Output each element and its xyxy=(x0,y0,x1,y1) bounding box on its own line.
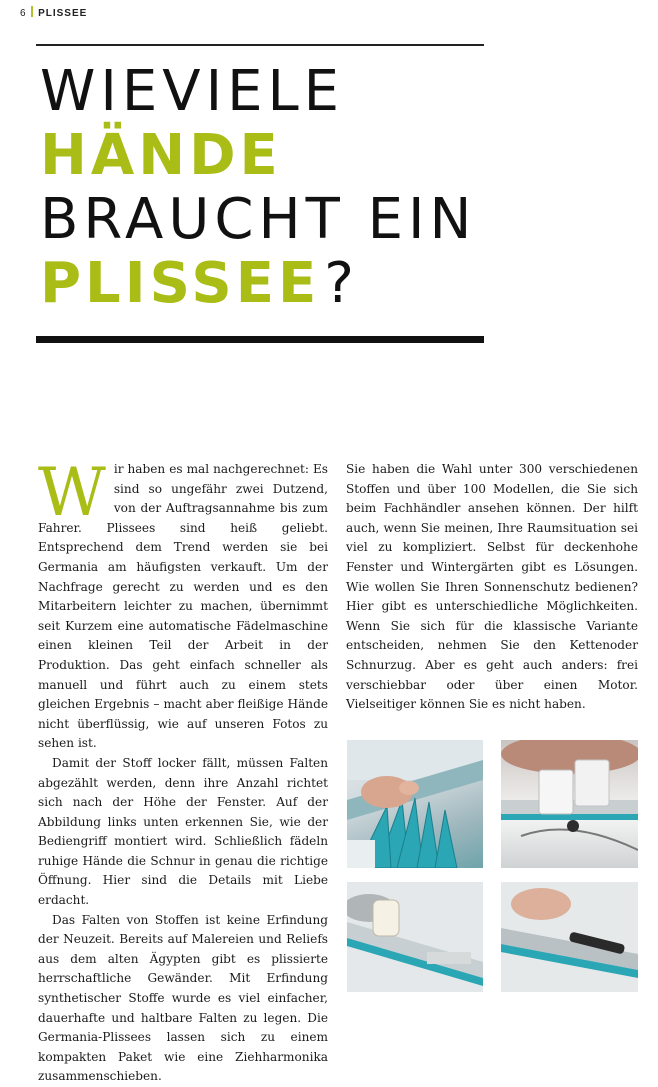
headline-word-plissee: PLISSEE xyxy=(40,251,321,316)
headline-bottom-rule xyxy=(36,336,484,343)
page-number: 6 xyxy=(20,8,27,19)
drop-cap: W xyxy=(38,454,106,531)
folio-divider xyxy=(31,6,33,17)
photo-cord-threading xyxy=(501,882,638,992)
section-label: PLISSEE xyxy=(38,8,88,19)
article-column-left xyxy=(38,454,328,1087)
article-paragraph: Damit der Stoff locker fällt, müssen Falten abgezählt werden, denn ihre Anzahl richtet sich nach der Höhe der Fenster. Auf der Abbildung links unten erkennen Sie, wie der Bediengriff montiert wird. Schließlich fädeln ruhige Hände die Schnur in genau die richtige Öffnung. Hier sind die Details mit Liebe erdacht. xyxy=(38,755,328,908)
article-paragraph: Das Falten von Stoffen ist keine Erfindung der Neuzeit. Bereits auf Malereien und Reliefs aus dem alten Ägypten gibt es plissierte herrschaftliche Gewänder. Mit Erfindung synthetischer Stoffe wurde es viel einfacher, dauerhafte und haltbare Falten zu legen. Die Germania-Plissees lassen sich zu einem kompakten Paket wie eine Ziehharmonika zusammenschieben. xyxy=(38,912,328,1084)
article-paragraph xyxy=(38,454,328,754)
photo-handle-mount xyxy=(501,740,638,868)
article-paragraph: Sie haben die Wahl unter 300 verschiedenen Stoffen und über 100 Modellen, die Sie sich beim Fachhändler ansehen können. Der hilft auch, wenn Sie meinen, Ihre Raumsituation sei viel zu kompliziert. Selbst für deckenhohe Fenster und Wintergärten gibt es Lösungen. Wie wollen Sie Ihren Sonnenschutz bedienen? Hier gibt es unterschiedliche Möglichkeiten. Wenn Sie sich für die klassische Variante entscheiden, nehmen Sie den Kettenoder Schnurzug. Aber es geht auch anders: frei verschiebbar oder über einen Motor. Vielseitiger können Sie es nicht haben. xyxy=(346,462,638,712)
article-column-right xyxy=(346,460,638,715)
headline-line-3: BRAUCHT EIN xyxy=(40,187,477,252)
headline-line-2: HÄNDE xyxy=(40,123,282,188)
headline-top-rule xyxy=(36,44,484,46)
photo-folding-pleats xyxy=(347,740,483,868)
photo-folding-pleats-drawing xyxy=(347,740,483,868)
headline-line-1: WIEVIELE xyxy=(40,59,345,124)
headline-line-4 xyxy=(40,252,476,316)
photo-handle-tool xyxy=(347,882,483,992)
photo-handle-mount-drawing xyxy=(501,740,638,868)
photo-cord-threading-drawing xyxy=(501,882,638,992)
headline-question-mark: ? xyxy=(324,251,358,316)
page-folio xyxy=(20,6,87,19)
headline xyxy=(40,60,476,316)
article-paragraph-text: ir haben es mal nachgerechnet: Es sind so ungefähr zwei Dutzend, von der Auftragsannahme bis zum Fahrer. Plissees sind heiß geliebt. Entsprechend dem Trend werden sie bei Germania am häufigsten verkauft. Um der Nachfrage gerecht zu werden und es den Mitarbeitern leichter zu machen, übernimmt seit Kurzem eine automatische Fädelmaschine einen kleinen Teil der Arbeit in der Produktion. Das geht einfach schneller als manuell und führt auch zu einem stets gleichen Ergebnis – macht aber fleißige Hände nicht überflüssig, wie auf unseren Fotos zu sehen ist. xyxy=(38,462,328,751)
photo-handle-tool-drawing xyxy=(347,882,483,992)
